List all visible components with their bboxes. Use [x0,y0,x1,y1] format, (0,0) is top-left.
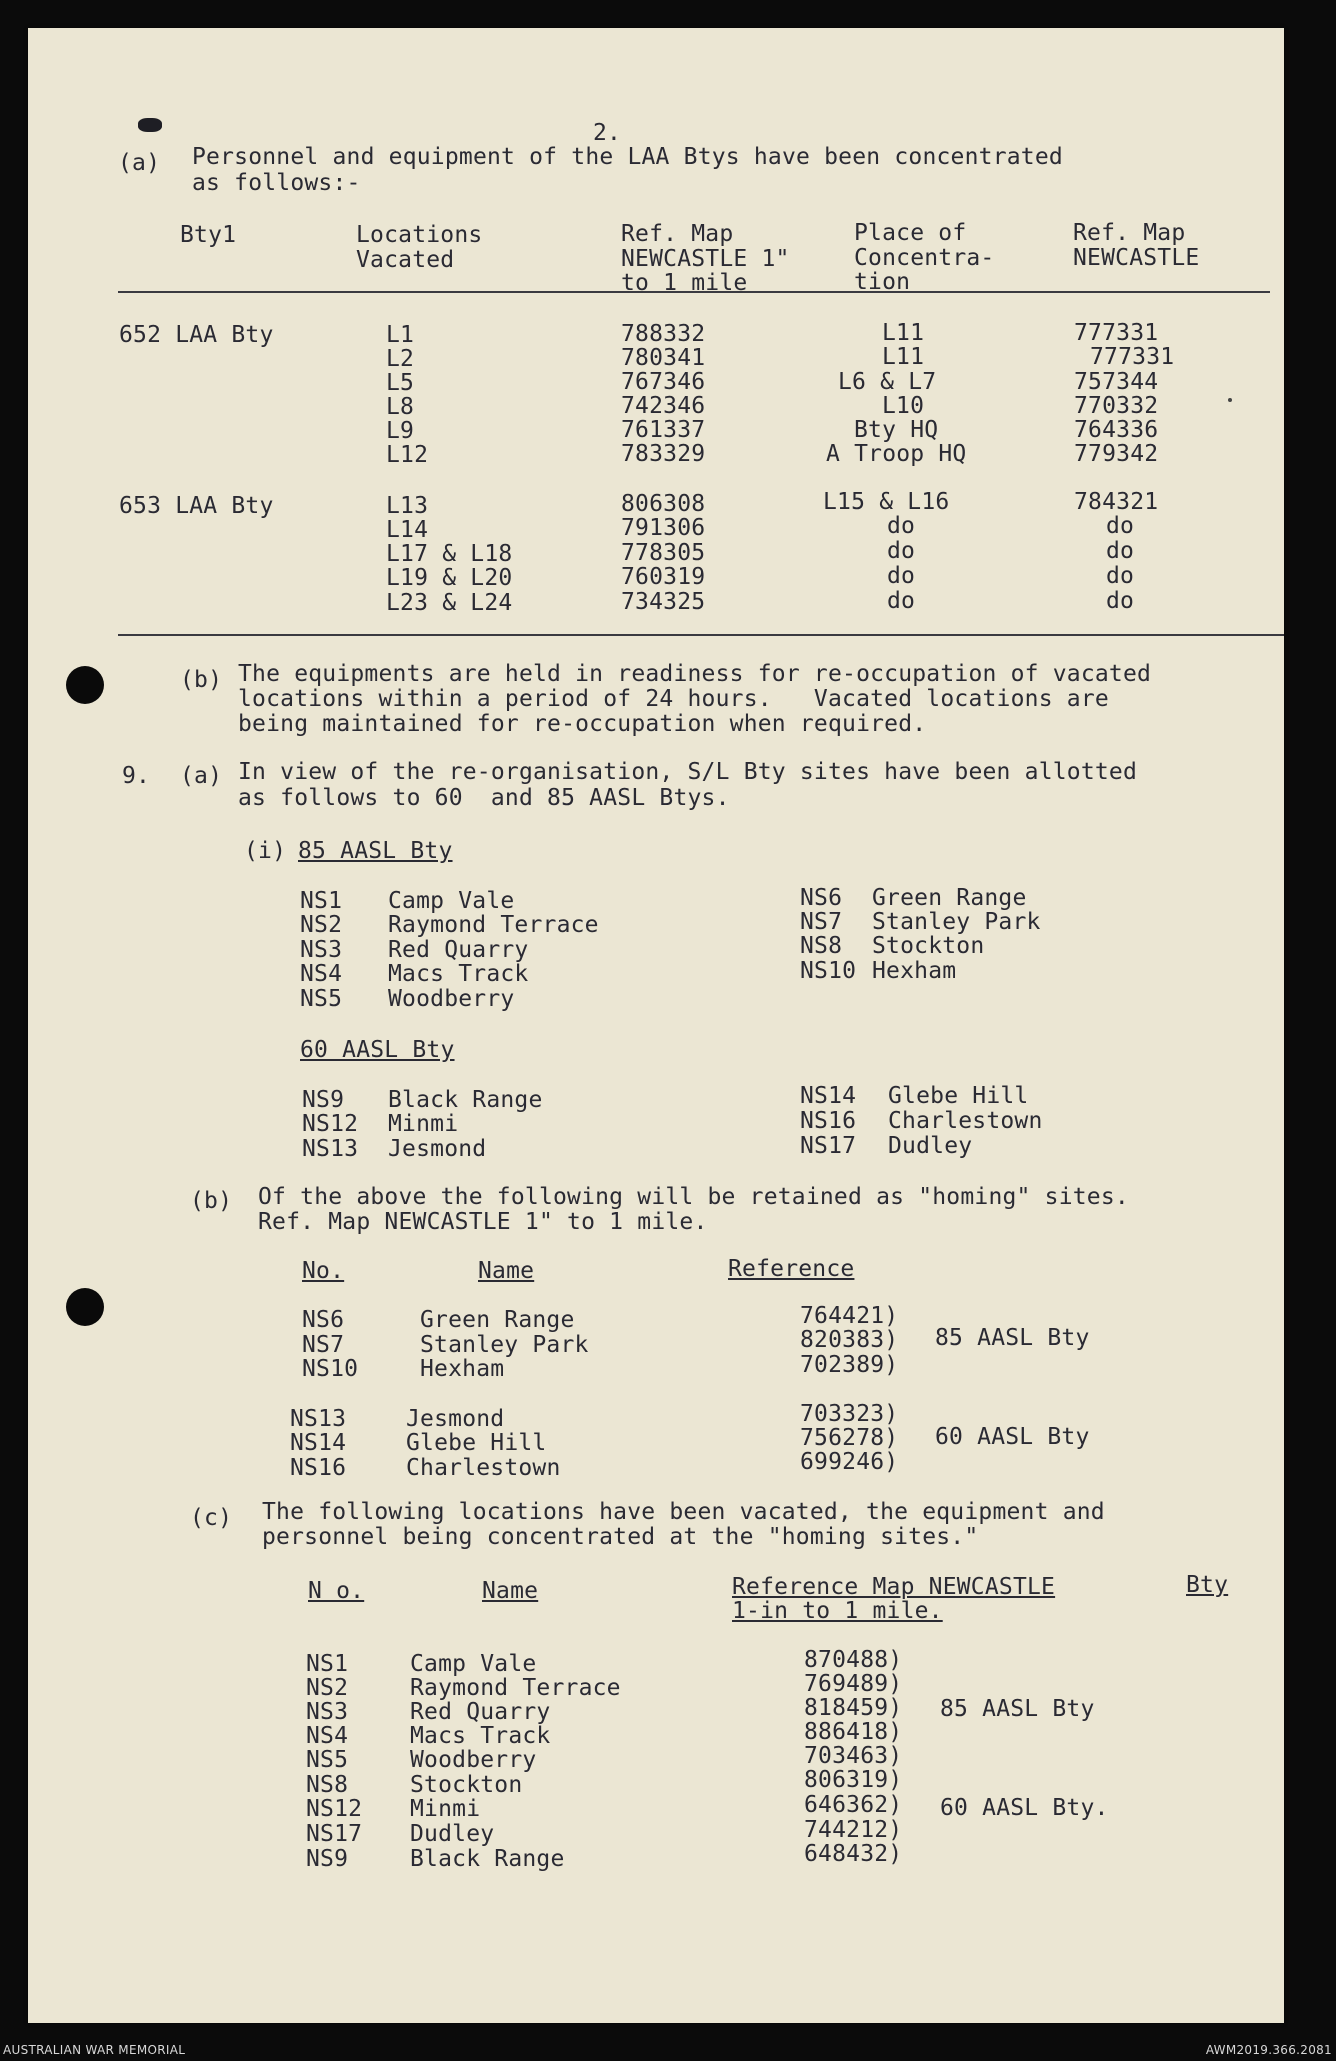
table-row-place: do [887,538,916,564]
table-bottom-rule [118,634,1284,636]
homing-site-name: Glebe Hill [406,1430,547,1456]
homing-header-no: No. [302,1258,345,1284]
para9-b-line2: Ref. Map NEWCASTLE 1" to 1 mile. [258,1209,708,1235]
site-name: Camp Vale [388,888,515,914]
site-name: Raymond Terrace [388,912,599,938]
table-row-loc: L23 & L24 [386,590,513,616]
site-name: Red Quarry [388,937,529,963]
header-bty: Bty1 [180,222,237,248]
vacated-site-no: NS4 [306,1723,349,1749]
table-row-place: Bty HQ [854,417,939,443]
site-no: NS10 [800,958,857,984]
homing-site-name: Jesmond [406,1406,505,1432]
table-row-ref2: 764336 [1074,417,1159,443]
vacated-site-ref: 870488) [804,1647,903,1673]
homing-group-bty: 60 AASL Bty [935,1424,1090,1450]
site-no: NS5 [300,986,343,1012]
vacated-header-name: Name [482,1578,539,1604]
para9-a-line1: In view of the re-organisation, S/L Bty sites have been allotted [238,759,1138,785]
site-name: Macs Track [388,961,529,987]
homing-site-ref: 756278) [800,1425,899,1451]
table-row-loc: L9 [386,418,415,444]
vacated-site-name: Stockton [410,1772,523,1798]
section-a-label: (a) [118,150,161,176]
section-a-intro-line1: Personnel and equipment of the LAA Btys have been concentrated [192,144,1063,170]
header-locations-line1: Locations [356,222,483,248]
site-no: NS8 [800,933,843,959]
homing-site-ref: 764421) [800,1303,899,1329]
table-row-ref2: 777331 [1074,320,1159,346]
site-name: Glebe Hill [888,1083,1029,1109]
homing-site-name: Hexham [420,1356,505,1382]
bty85-title: 85 AASL Bty [298,838,453,864]
vacated-site-name: Woodberry [410,1747,537,1773]
vacated-site-no: NS2 [306,1675,349,1701]
table-header-rule [118,291,1270,293]
vacated-site-name: Black Range [410,1846,565,1872]
vacated-site-name: Camp Vale [410,1651,537,1677]
ink-speck [138,118,162,132]
vacated-site-no: NS3 [306,1699,349,1725]
table-row-ref: 780341 [621,345,706,371]
header-ref-line3: to 1 mile [621,270,748,296]
site-name: Charlestown [888,1108,1043,1134]
vacated-site-name: Red Quarry [410,1699,551,1725]
para9-c-label: (c) [190,1505,233,1531]
site-name: Stockton [872,933,985,959]
site-name: Stanley Park [872,909,1041,935]
table-row-ref2: 777331 [1090,344,1175,370]
para9-b-line1: Of the above the following will be retained as "homing" sites. [258,1184,1129,1210]
vacated-site-ref: 769489) [804,1671,903,1697]
homing-site-name: Charlestown [406,1455,561,1481]
table-row-ref2: 779342 [1074,441,1159,467]
section-b-label: (b) [180,667,223,693]
table-row-loc: L8 [386,394,415,420]
homing-site-no: NS7 [302,1332,345,1358]
bty60-title: 60 AASL Bty [300,1037,455,1063]
table-row-place: L6 & L7 [838,369,937,395]
punch-hole [66,666,104,704]
site-no: NS4 [300,961,343,987]
section-b-line2: locations within a period of 24 hours. Vacated locations are [238,686,1109,712]
table-row-ref: 788332 [621,321,706,347]
table-row-ref2: 757344 [1074,369,1159,395]
site-no: NS3 [300,937,343,963]
homing-site-no: NS6 [302,1307,345,1333]
vacated-site-no: NS9 [306,1846,349,1872]
header-ref-line1: Ref. Map [621,221,734,247]
site-no: NS6 [800,885,843,911]
table-row-loc: L5 [386,370,415,396]
vacated-site-no: NS5 [306,1747,349,1773]
table-row-place: L10 [882,393,925,419]
site-no: NS9 [302,1087,345,1113]
site-no: NS1 [300,888,343,914]
para9-number: 9. [122,763,151,789]
table-row-ref: 760319 [621,564,706,590]
table-row-ref: 742346 [621,393,706,419]
homing-site-name: Stanley Park [420,1332,589,1358]
table-row-ref: 791306 [621,515,706,541]
homing-site-ref: 702389) [800,1352,899,1378]
vacated-site-name: Raymond Terrace [410,1675,621,1701]
table-row-ref: 783329 [621,441,706,467]
homing-site-no: NS14 [290,1430,347,1456]
para9-b-label: (b) [190,1188,233,1214]
table-row-loc: L2 [386,346,415,372]
vacated-site-ref: 744212) [804,1817,903,1843]
table-row-ref: 778305 [621,540,706,566]
table-row-ref2: 784321 [1074,489,1159,515]
vacated-site-ref: 646362) [804,1792,903,1818]
vacated-header-ref-line1: Reference Map NEWCASTLE [732,1574,1056,1600]
vacated-header-ref-line2: 1-in to 1 mile. [732,1598,943,1624]
site-no: NS13 [302,1136,359,1162]
ink-dot [1228,398,1232,402]
homing-header-name: Name [478,1258,535,1284]
table-row-loc: L1 [386,322,415,348]
site-no: NS2 [300,912,343,938]
vacated-site-ref: 806319) [804,1767,903,1793]
vacated-site-no: NS17 [306,1821,363,1847]
homing-group-bty: 85 AASL Bty [935,1325,1090,1351]
table-row-ref: 761337 [621,417,706,443]
para9-c-line1: The following locations have been vacated, the equipment and [262,1499,1105,1525]
table-row-bty: 652 LAA Bty [119,322,274,348]
vacated-site-name: Minmi [410,1796,481,1822]
vacated-header-bty: Bty [1186,1572,1229,1598]
header-ref-line2: NEWCASTLE 1" [621,246,790,272]
homing-site-no: NS13 [290,1406,347,1432]
header-locations-line2: Vacated [356,247,455,273]
table-row-loc: L17 & L18 [386,541,513,567]
table-row-place: L11 [882,344,925,370]
table-row-place: do [887,563,916,589]
table-row-place: do [887,588,916,614]
footer-right: AWM2019.366.2081 [1205,2043,1332,2057]
site-no: NS17 [800,1133,857,1159]
vacated-site-ref: 886418) [804,1719,903,1745]
header-ref2-line2: NEWCASTLE [1073,245,1200,271]
table-row-ref2: do [1106,538,1135,564]
vacated-site-ref: 703463) [804,1743,903,1769]
site-name: Jesmond [388,1136,487,1162]
vacated-site-ref: 648432) [804,1841,903,1867]
table-row-ref2: do [1106,513,1135,539]
table-row-place: A Troop HQ [826,441,967,467]
table-row-place: L15 & L16 [823,489,950,515]
site-no: NS12 [302,1111,359,1137]
homing-site-ref: 703323) [800,1401,899,1427]
vacated-site-no: NS8 [306,1772,349,1798]
table-row-bty: 653 LAA Bty [119,493,274,519]
site-name: Hexham [872,958,957,984]
site-no: NS16 [800,1108,857,1134]
site-name: Dudley [888,1133,973,1159]
table-row-place: do [887,513,916,539]
homing-site-ref: 820383) [800,1327,899,1353]
homing-site-no: NS10 [302,1356,359,1382]
vacated-site-ref: 818459) [804,1695,903,1721]
vacated-site-no: NS12 [306,1796,363,1822]
para9-c-line2: personnel being concentrated at the "homing sites." [262,1524,979,1550]
header-place-line1: Place of [854,220,967,246]
vacated-header-no: N o. [308,1578,365,1604]
table-row-ref2: do [1106,563,1135,589]
header-ref2-line1: Ref. Map [1073,220,1186,246]
vacated-group-bty: 60 AASL Bty. [940,1795,1109,1821]
para9-a-line2: as follows to 60 and 85 AASL Btys. [238,785,730,811]
homing-site-name: Green Range [420,1307,575,1333]
site-no: NS7 [800,909,843,935]
vacated-site-name: Macs Track [410,1723,551,1749]
table-row-ref: 734325 [621,589,706,615]
site-name: Woodberry [388,986,515,1012]
table-row-ref: 767346 [621,369,706,395]
section-b-line3: being maintained for re-occupation when required. [238,711,927,737]
table-row-place: L11 [882,320,925,346]
site-name: Green Range [872,885,1027,911]
footer-left: AUSTRALIAN WAR MEMORIAL [3,2043,186,2057]
homing-header-reference: Reference [728,1256,855,1282]
site-no: NS14 [800,1083,857,1109]
site-name: Minmi [388,1111,459,1137]
section-b-line1: The equipments are held in readiness for re-occupation of vacated [238,661,1152,687]
vacated-site-name: Dudley [410,1821,495,1847]
table-row-loc: L13 [386,493,429,519]
punch-hole [66,1288,104,1326]
subsection-i-label: (i) [244,838,287,864]
homing-site-no: NS16 [290,1455,347,1481]
table-row-ref: 806308 [621,491,706,517]
para9-a-label: (a) [180,763,223,789]
section-a-intro-line2: as follows:- [192,170,361,196]
homing-site-ref: 699246) [800,1449,899,1475]
table-row-ref2: do [1106,588,1135,614]
vacated-group-bty: 85 AASL Bty [940,1696,1095,1722]
table-row-loc: L12 [386,442,429,468]
page-number: 2. [593,120,622,146]
header-place-line2: Concentra- [854,245,995,271]
vacated-site-no: NS1 [306,1651,349,1677]
table-row-ref2: 770332 [1074,393,1159,419]
site-name: Black Range [388,1087,543,1113]
header-place-line3: tion [854,269,911,295]
table-row-loc: L19 & L20 [386,565,513,591]
table-row-loc: L14 [386,517,429,543]
